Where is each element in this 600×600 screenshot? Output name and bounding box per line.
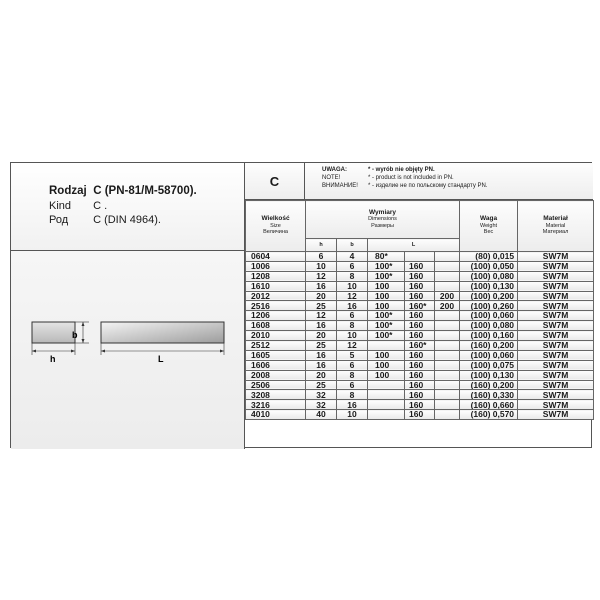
header-weight: Waga Weight Вес [460,201,518,252]
dim-l-label: L [158,354,164,364]
dim-h-label: h [50,354,56,364]
cell-l3 [435,341,460,351]
cell-size: 2512 [246,341,306,351]
cell-b: 6 [337,360,368,370]
cell-size: 1605 [246,350,306,360]
cell-mat: SW7M [518,311,594,321]
cell-size: 1610 [246,281,306,291]
table-row [246,370,594,380]
cell-h: 32 [306,390,337,400]
table-row [246,281,594,291]
cell-l3 [435,350,460,360]
cell-l3 [435,331,460,341]
cell-l2: 160* [405,341,435,351]
note-ru: ВНИМАНИЕ! * - изделие не по польскому стандарту PN. [322,183,488,189]
kind-label-en: Kind [49,200,72,212]
cell-weight: (80) 0,015 [460,252,518,262]
cell-l1: 100* [368,311,405,321]
cell-weight: (160) 0,570 [460,410,518,420]
cell-l2: 160 [405,281,435,291]
cell-mat: SW7M [518,400,594,410]
cell-h: 25 [306,341,337,351]
cell-l2: 160 [405,271,435,281]
cell-l1 [368,380,405,390]
cell-size: 2516 [246,301,306,311]
cell-l3 [435,380,460,390]
cell-l1: 100* [368,261,405,271]
cell-h: 16 [306,360,337,370]
tool-drawing [11,251,245,449]
cell-l3 [435,321,460,331]
cell-h: 10 [306,261,337,271]
cell-weight: (160) 0,200 [460,380,518,390]
cell-size: 1206 [246,311,306,321]
cell-h: 6 [306,252,337,262]
cell-size: 3208 [246,390,306,400]
cell-weight: (160) 0,330 [460,390,518,400]
notes-box [305,163,593,200]
header-b: b [337,239,368,252]
cell-l2: 160* [405,301,435,311]
kind-row-en [49,200,107,212]
cell-b: 12 [337,341,368,351]
tool-spec-sheet [10,162,592,448]
cell-size: 2506 [246,380,306,390]
cell-h: 16 [306,281,337,291]
cell-l3 [435,390,460,400]
dim-b-label: b [72,330,78,340]
header-material: Materiał Material Материал [518,201,594,252]
table-row [246,321,594,331]
cell-size: 2012 [246,291,306,301]
cell-mat: SW7M [518,281,594,291]
cell-l1: 80* [368,252,405,262]
cell-l2 [405,252,435,262]
cell-weight: (100) 0,060 [460,311,518,321]
cell-l2: 160 [405,261,435,271]
kind-row-ru [49,214,161,226]
cell-weight: (100) 0,060 [460,350,518,360]
cell-b: 8 [337,390,368,400]
cell-weight: (100) 0,080 [460,321,518,331]
kind-label-pl: Rodzaj [49,185,87,197]
cross-section-shape [32,322,75,343]
cell-h: 25 [306,301,337,311]
cell-l1 [368,390,405,400]
table-row [246,390,594,400]
cell-mat: SW7M [518,291,594,301]
cell-l2: 160 [405,390,435,400]
cell-l1: 100 [368,281,405,291]
cell-mat: SW7M [518,390,594,400]
cell-l3 [435,271,460,281]
cell-h: 20 [306,331,337,341]
kind-value-pl: C (PN-81/M-58700). [93,185,197,197]
cell-b: 10 [337,331,368,341]
table-row [246,311,594,321]
cell-mat: SW7M [518,331,594,341]
cell-mat: SW7M [518,341,594,351]
cell-weight: (100) 0,130 [460,281,518,291]
table-row [246,252,594,262]
cell-size: 3216 [246,400,306,410]
cell-b: 10 [337,281,368,291]
table-row [246,261,594,271]
cell-weight: (100) 0,075 [460,360,518,370]
cell-mat: SW7M [518,271,594,281]
spec-table [245,200,594,420]
kind-header [11,163,245,251]
cell-l1 [368,341,405,351]
header-size: Wielkość Size Величина [246,201,306,252]
cell-l3 [435,281,460,291]
cell-l2: 160 [405,410,435,420]
cell-b: 12 [337,291,368,301]
cell-size: 1208 [246,271,306,281]
cell-l2: 160 [405,360,435,370]
cell-mat: SW7M [518,321,594,331]
cell-h: 12 [306,271,337,281]
cell-l1: 100 [368,301,405,311]
cell-l3 [435,311,460,321]
table-row [246,331,594,341]
cell-mat: SW7M [518,350,594,360]
note-en: NOTE! * - product is not included in PN. [322,175,454,181]
kind-value-ru: C (DIN 4964). [93,214,161,226]
cell-l1: 100* [368,271,405,281]
cell-l1: 100 [368,360,405,370]
cell-l2: 160 [405,291,435,301]
header-l: L [368,239,460,252]
cell-h: 32 [306,400,337,410]
header-h: h [306,239,337,252]
tool-bit-side-view [101,322,224,343]
cell-h: 16 [306,321,337,331]
cell-b: 6 [337,261,368,271]
cell-l1 [368,410,405,420]
cell-l3 [435,261,460,271]
cell-l1: 100* [368,331,405,341]
cell-b: 16 [337,400,368,410]
cell-b: 8 [337,271,368,281]
cell-h: 16 [306,350,337,360]
note-pl: UWAGA: * - wyrób nie objęty PN. [322,167,435,173]
cell-l2: 160 [405,380,435,390]
cell-weight: (100) 0,080 [460,271,518,281]
cell-l1: 100 [368,291,405,301]
cell-l1: 100* [368,321,405,331]
cell-l3 [435,360,460,370]
table-row [246,301,594,311]
cell-weight: (100) 0,130 [460,370,518,380]
cell-size: 1608 [246,321,306,331]
cell-l2: 160 [405,400,435,410]
cell-l3: 200 [435,301,460,311]
cell-mat: SW7M [518,261,594,271]
cell-h: 40 [306,410,337,420]
cell-weight: (160) 0,200 [460,341,518,351]
tool-bit-diagram [11,251,245,449]
kind-value-en: C . [93,200,108,212]
cell-size: 2010 [246,331,306,341]
cell-l3 [435,400,460,410]
cell-weight: (100) 0,160 [460,331,518,341]
cell-l2: 160 [405,321,435,331]
cell-size: 2008 [246,370,306,380]
cell-size: 0604 [246,252,306,262]
cell-weight: (160) 0,660 [460,400,518,410]
kind-label-ru: Род [49,214,69,226]
cell-weight: (100) 0,260 [460,301,518,311]
cell-mat: SW7M [518,380,594,390]
kind-row-pl [49,185,197,197]
cell-l3: 200 [435,291,460,301]
cell-b: 4 [337,252,368,262]
cell-h: 20 [306,370,337,380]
cell-b: 10 [337,410,368,420]
table-row [246,400,594,410]
cell-h: 20 [306,291,337,301]
cell-weight: (100) 0,050 [460,261,518,271]
cell-size: 1006 [246,261,306,271]
cell-mat: SW7M [518,301,594,311]
cell-l2: 160 [405,311,435,321]
cell-b: 8 [337,370,368,380]
cell-l2: 160 [405,331,435,341]
table-row [246,271,594,281]
cell-mat: SW7M [518,370,594,380]
table-row [246,350,594,360]
cell-b: 6 [337,380,368,390]
cell-b: 6 [337,311,368,321]
cell-mat: SW7M [518,360,594,370]
cell-b: 8 [337,321,368,331]
table-row [246,360,594,370]
cell-l2: 160 [405,370,435,380]
cell-l1: 100 [368,370,405,380]
header-dimensions: Wymiary Dimensions Размеры [306,201,460,239]
table-row [246,291,594,301]
table-row [246,341,594,351]
table-row [246,380,594,390]
cell-size: 4010 [246,410,306,420]
cell-mat: SW7M [518,252,594,262]
cell-h: 25 [306,380,337,390]
cell-h: 12 [306,311,337,321]
cell-l3 [435,370,460,380]
cell-l3 [435,252,460,262]
cell-l2: 160 [405,350,435,360]
cell-size: 1606 [246,360,306,370]
cell-l3 [435,410,460,420]
cell-mat: SW7M [518,410,594,420]
cell-l1 [368,400,405,410]
cell-b: 5 [337,350,368,360]
cell-b: 16 [337,301,368,311]
cell-weight: (100) 0,200 [460,291,518,301]
type-cell: C [245,163,305,200]
table-row [246,410,594,420]
cell-l1: 100 [368,350,405,360]
